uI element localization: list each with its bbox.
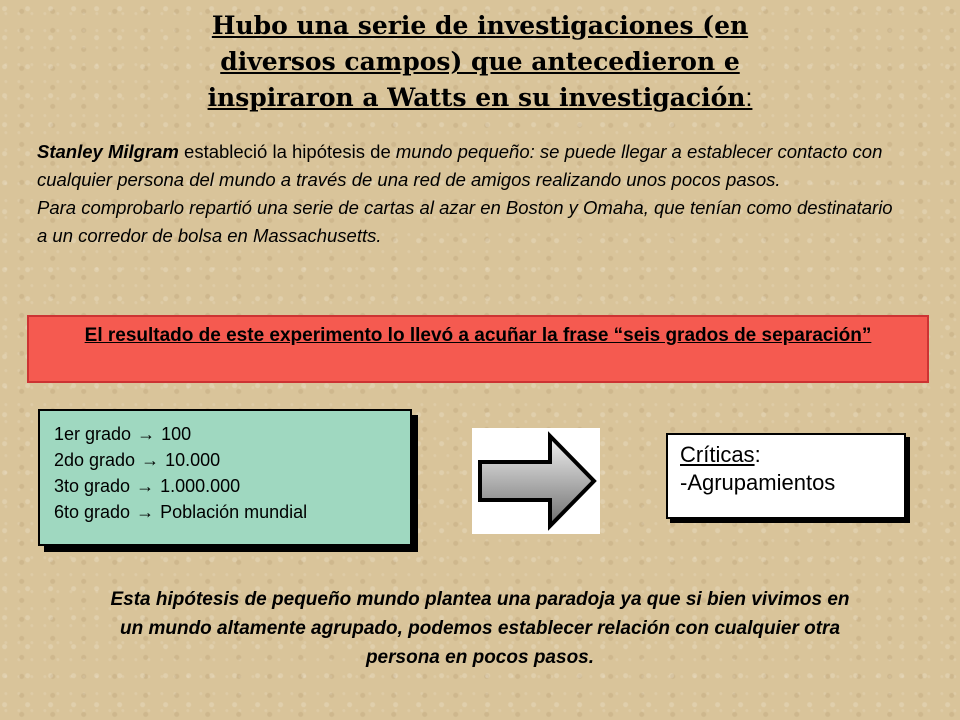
title-line-3-text: inspiraron a Watts en su investigación	[207, 83, 746, 112]
degree-label: 2do grado	[54, 450, 136, 470]
right-arrow-icon: →	[136, 502, 155, 522]
right-arrow-icon: →	[137, 424, 156, 444]
right-arrow-icon: →	[136, 476, 155, 496]
degree-value: 1.000.000	[160, 476, 241, 496]
criticas-colon: :	[754, 442, 761, 467]
right-arrow-icon: →	[141, 450, 160, 470]
conclusion-text: Esta hipótesis de pequeño mundo plantea una paradoja ya que si bien vivimos en un mundo altamente agrupado, podemos establecer relación con cualquier otra persona en pocos pasos.	[110, 589, 850, 668]
degree-value: Población mundial	[160, 502, 308, 522]
result-banner-text: El resultado de este experimento lo llevó a acuñar la frase “seis grados de separación”	[84, 325, 872, 346]
intro-text-1: estableció la hipótesis de	[184, 141, 391, 162]
slide-title	[120, 8, 840, 116]
degrees-box	[38, 409, 412, 546]
scientist-name: Stanley Milgram	[37, 141, 179, 162]
degree-row	[54, 421, 396, 447]
criticas-box	[666, 433, 906, 519]
criticas-heading	[680, 441, 892, 469]
big-arrow-image	[472, 428, 600, 534]
title-line-3	[120, 80, 840, 116]
degree-row	[54, 473, 396, 499]
title-line-1: Hubo una serie de investigaciones (en	[211, 11, 749, 40]
intro-text	[37, 138, 897, 250]
intro-paragraph-1	[37, 138, 897, 194]
degree-label: 3to grado	[54, 476, 131, 496]
small-world-definition: mundo pequeño: se puede llegar a establecer contacto con cualquier persona del mundo a través de una red de amigos realizando unos pocos pasos.	[37, 141, 883, 190]
degree-value: 100	[161, 424, 192, 444]
result-banner	[27, 315, 929, 383]
big-arrow-icon	[472, 428, 600, 534]
title-colon: :	[745, 84, 753, 112]
degree-row	[54, 447, 396, 473]
degree-label: 1er grado	[54, 424, 132, 444]
intro-paragraph-2: Para comprobarlo repartió una serie de cartas al azar en Boston y Omaha, que tenían como destinatario a un corredor de bolsa en Massachusetts.	[37, 197, 893, 246]
degree-value: 10.000	[165, 450, 221, 470]
criticas-item: -Agrupamientos	[680, 470, 836, 495]
degree-label: 6to grado	[54, 502, 131, 522]
criticas-label: Críticas	[680, 442, 755, 467]
title-line-2: diversos campos) que antecedieron e	[220, 47, 740, 76]
degree-row	[54, 499, 396, 525]
